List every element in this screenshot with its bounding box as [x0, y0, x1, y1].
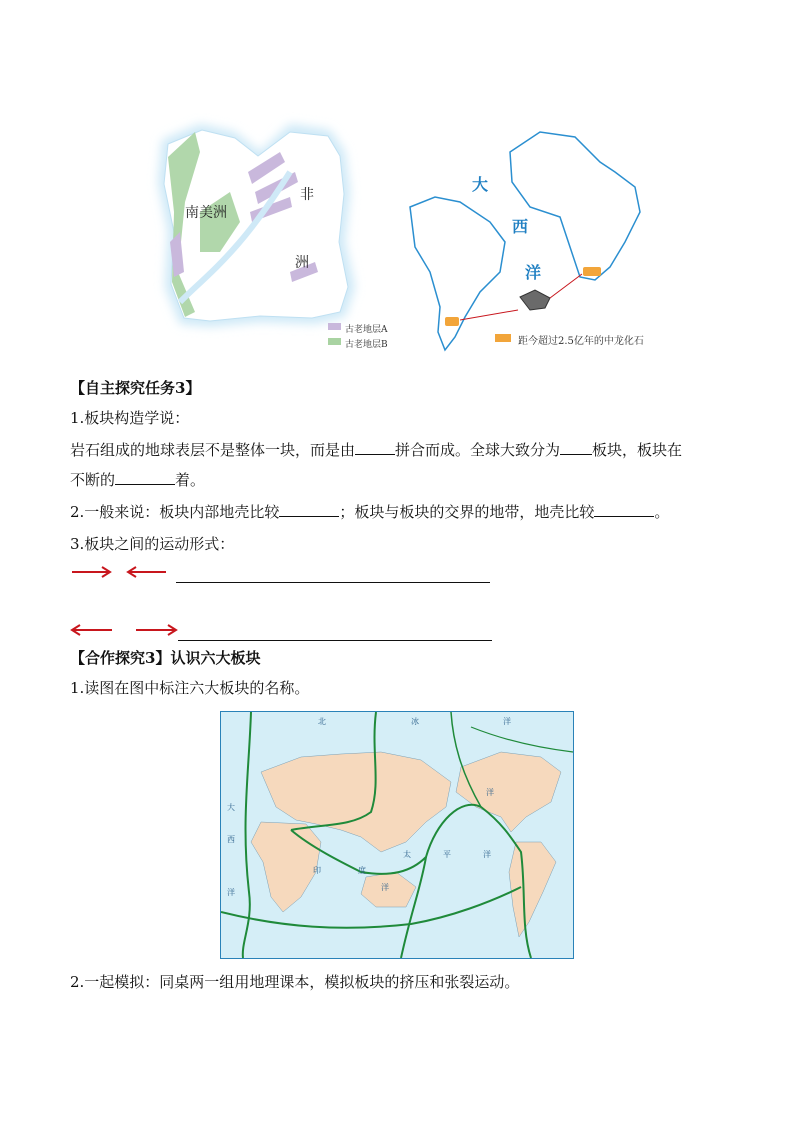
map-label-bei: 北	[318, 717, 326, 726]
blank-3[interactable]	[115, 470, 175, 485]
text: 不断的	[70, 471, 116, 489]
section1-item3: 3.板块之间的运动形式：	[70, 535, 235, 553]
map-label-ping: 平	[443, 850, 451, 859]
map-label-bing: 冰	[411, 717, 419, 726]
continent-fit-figure	[140, 112, 390, 357]
section1-item1-line1	[70, 440, 682, 460]
text: 。	[654, 503, 670, 521]
map-label-du: 度	[358, 866, 366, 875]
legend-layer-b: 古老地层B	[345, 340, 388, 350]
map-label-yin: 印	[313, 866, 321, 875]
map-label-xi: 西	[227, 835, 235, 844]
ocean-char-3: 洋	[525, 263, 542, 282]
section2-item2: 2.一起模拟：同桌两一组用地理课本，模拟板块的挤压和张裂运动。	[70, 973, 520, 991]
text: 岩石组成的地球表层不是整体一块，而是由	[70, 441, 356, 459]
map-label-yang-1: 洋	[503, 717, 511, 726]
section1-heading: 【自主探究任务3】	[70, 379, 201, 397]
answer-line-1[interactable]	[176, 582, 490, 583]
converging-arrows	[70, 563, 175, 581]
diverging-arrows	[70, 621, 180, 639]
section1-item1-line2	[70, 470, 205, 490]
section1-item2	[70, 502, 669, 522]
text: 板块，板块在	[592, 441, 683, 459]
blank-1[interactable]	[355, 440, 395, 455]
map-label-tai: 太	[403, 850, 411, 859]
fossil-figure	[400, 112, 670, 357]
label-africa-2: 洲	[295, 255, 309, 271]
section2-heading	[70, 648, 260, 668]
blank-2[interactable]	[560, 440, 592, 455]
map-label-yang-3: 洋	[227, 888, 235, 897]
continent-fit-map	[140, 112, 390, 357]
label-africa-1: 非	[300, 187, 314, 203]
blank-4[interactable]	[279, 502, 339, 517]
text: 拼合而成。全球大致分为	[395, 441, 561, 459]
text: 着。	[175, 471, 206, 489]
legend-layer-a: 古老地层A	[345, 325, 388, 335]
label-south-america: 南美洲	[185, 205, 227, 221]
map-label-yang-2: 洋	[486, 788, 494, 797]
world-map-svg	[221, 712, 573, 958]
ocean-char-2: 西	[512, 217, 529, 236]
legend-fossil: 距今超过2.5亿年的中龙化石	[518, 336, 644, 347]
section2-item1: 1.读图在图中标注六大板块的名称。	[70, 679, 310, 697]
answer-line-2[interactable]	[178, 640, 492, 641]
world-plates-map	[220, 711, 574, 959]
text: ；板块与板块的交界的地带，地壳比较	[339, 503, 595, 521]
map-label-da: 大	[227, 803, 235, 812]
map-label-yang-5: 洋	[483, 850, 491, 859]
map-label-yang-4: 洋	[381, 883, 389, 892]
blank-5[interactable]	[594, 502, 654, 517]
section1-item1-title: 1.板块构造学说：	[70, 409, 190, 427]
text: 2.一般来说：板块内部地壳比较	[70, 503, 280, 521]
ocean-char-1: 大	[472, 175, 489, 194]
text: 【合作探究3】	[70, 649, 171, 667]
text: 认识六大板块	[170, 649, 261, 667]
fossil-map	[400, 112, 670, 357]
